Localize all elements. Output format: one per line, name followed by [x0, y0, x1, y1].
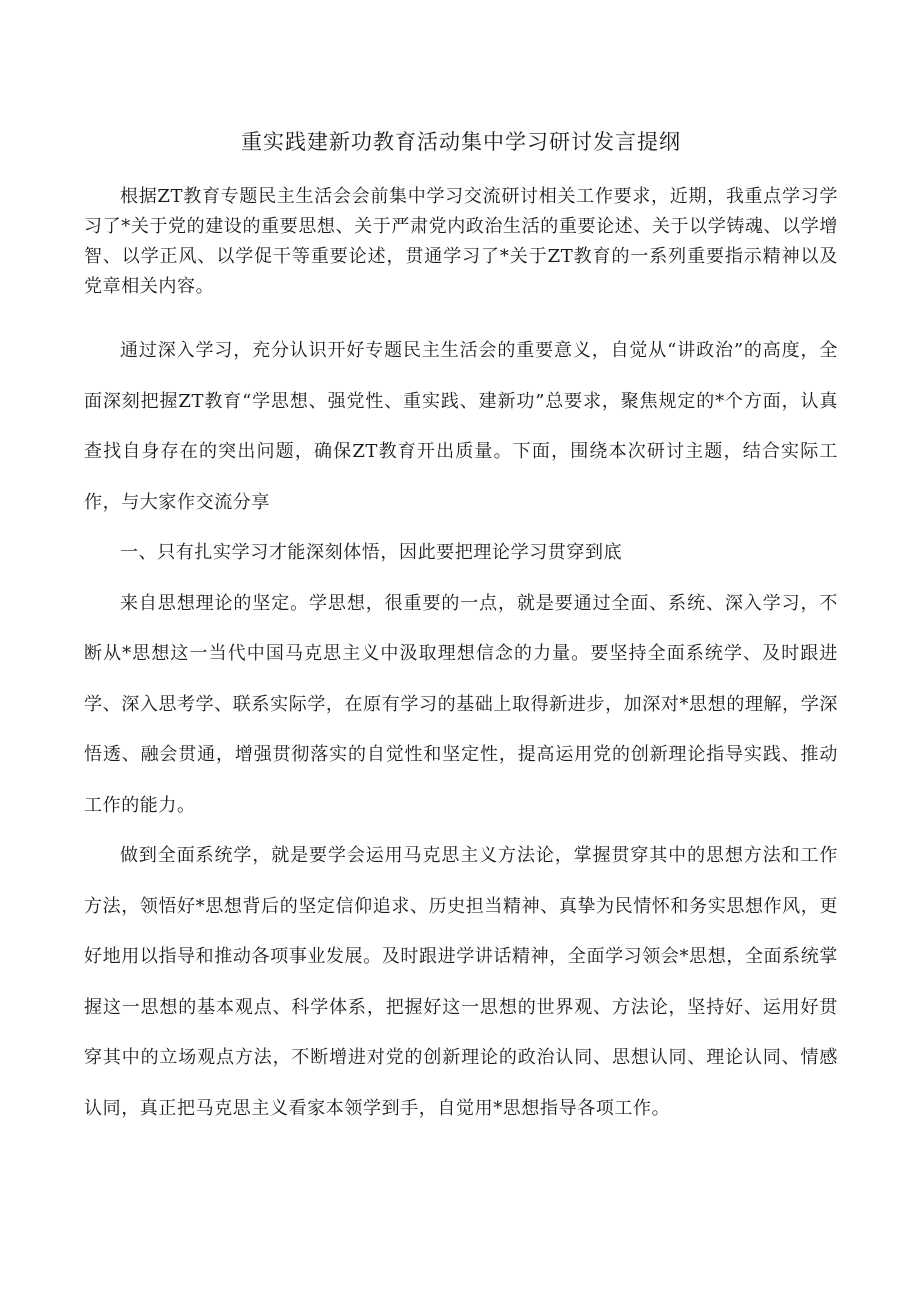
paragraph-systematic-study: 做到全面系统学，就是要学会运用马克思主义方法论，掌握贯穿其中的思想方法和工作方法，领悟好*思想背后的坚定信仰追求、历史担当精神、真挚为民情怀和务实思想作风，更好地用以指导和推动各项事业发展。及时跟进学讲话精神，全面学习领会*思想，全面系统掌握这一思想的基本观点、科学体系，把握好这一思想的世界观、方法论，坚持好、运用好贯穿其中的立场观点方法，不断增进对党的创新理论的政治认同、思想认同、理论认同、情感认同，真正把马克思主义看家本领学到手，自觉用*思想指导各项工作。: [84, 845, 838, 1119]
document-title: 重实践建新功教育活动集中学习研讨发言提纲: [241, 130, 681, 154]
section-heading-1: 一、只有扎实学习才能深刻体悟，因此要把理论学习贯穿到底: [120, 542, 623, 563]
paragraph-understanding: 通过深入学习，充分认识开好专题民主生活会的重要意义，自觉从“讲政治”的高度，全面深刻把握ZT教育“学思想、强党性、重实践、建新功”总要求，聚焦规定的*个方面，认真查找自身存在的突出问题，确保ZT教育开出质量。下面，围绕本次研讨主题，结合实际工作，与大家作交流分享: [84, 340, 838, 513]
paragraph-theory: 来自思想理论的坚定。学思想，很重要的一点，就是要通过全面、系统、深入学习，不断从*思想这一当代中国马克思主义中汲取理想信念的力量。要坚持全面系统学、及时跟进学、深入思考学、联系实际学，在原有学习的基础上取得新进步，加深对*思想的理解，学深悟透、融会贯通，增强贯彻落实的自觉性和坚定性，提高运用党的创新理论指导实践、推动工作的能力。: [84, 592, 838, 816]
paragraph-intro: 根据ZT教育专题民主生活会会前集中学习交流研讨相关工作要求，近期，我重点学习学习了*关于党的建设的重要思想、关于严肃党内政治生活的重要论述、关于以学铸魂、以学增智、以学正风、以学促干等重要论述，贯通学习了*关于ZT教育的一系列重要指示精神以及党章相关内容。: [84, 186, 838, 297]
